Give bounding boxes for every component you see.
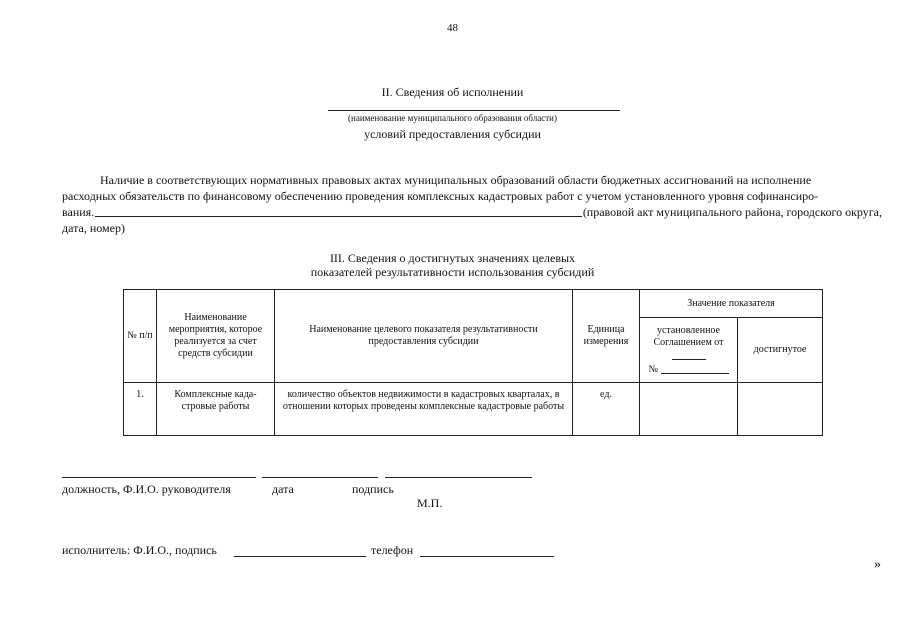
agreement-date-blank	[672, 359, 706, 360]
section-2-title: II. Сведения об исполнении	[381, 85, 524, 99]
page-number: 48	[447, 22, 458, 34]
municipality-name-line	[328, 110, 620, 111]
agreement-number-label: №	[648, 363, 659, 375]
sign-label: подпись	[352, 482, 394, 496]
phone-line	[420, 556, 554, 557]
municipality-caption: (наименование муниципального образования области)	[348, 113, 557, 123]
section-2-subtitle: условий предоставления субсидии	[364, 127, 541, 141]
header-established	[639, 317, 738, 383]
position-label: должность, Ф.И.О. руководителя	[62, 482, 231, 496]
header-established-text: установленное Соглашением от	[653, 324, 724, 348]
paragraph-line-3	[62, 204, 882, 220]
date-label: дата	[272, 482, 294, 496]
indicators-table	[123, 289, 823, 436]
position-signature-line	[62, 477, 256, 478]
header-value-group: Значение показателя	[639, 289, 823, 318]
row-1-established	[639, 382, 738, 436]
paragraph-line-3-start: вания.	[62, 205, 95, 219]
section-3-title-line-1: III. Сведения о достигнутых значениях целевых	[329, 251, 576, 265]
header-unit: Единица измерения	[572, 289, 640, 383]
paragraph-line-4: дата, номер)	[62, 221, 125, 235]
row-1-unit: ед.	[572, 382, 640, 436]
header-achieved: достигнутое	[737, 317, 823, 383]
section-3-title-line-2: показателей результативности использования субсидий	[310, 265, 595, 279]
row-1-achieved	[737, 382, 823, 436]
agreement-number-row	[649, 364, 729, 376]
paragraph-line-3-end: (правовой акт муниципального района, городского округа,	[582, 205, 882, 219]
phone-label: телефон	[371, 543, 414, 557]
header-event: Наименование мероприятия, которое реализуется за счет средств субсидии	[156, 289, 275, 383]
sign-signature-line	[385, 477, 532, 478]
closing-quote: »	[874, 557, 881, 572]
header-num: № п/п	[123, 289, 157, 383]
row-1-num: 1.	[123, 382, 157, 436]
paragraph-line-2: расходных обязательств по финансовому обеспечению проведения комплексных кадастровых работ с учетом установленного уровня софинансиро-	[62, 189, 819, 203]
legal-act-blank	[95, 216, 582, 217]
row-1-indicator: количество объектов недвижимости в кадастровых кварталах, в отношении которых проведены комплексные кадастровые работы	[274, 382, 573, 436]
header-indicator: Наименование целевого показателя результативности предоставления субсидии	[274, 289, 573, 383]
row-1-event: Комплексные када-стровые работы	[156, 382, 275, 436]
executor-line	[234, 556, 366, 557]
date-signature-line	[262, 477, 378, 478]
budget-paragraph	[62, 172, 882, 236]
agreement-number-blank	[661, 373, 728, 374]
stamp-label: М.П.	[417, 496, 443, 510]
executor-label: исполнитель: Ф.И.О., подпись	[62, 543, 217, 557]
paragraph-line-1: Наличие в соответствующих нормативных правовых актах муниципальных образований области бюджетных ассигнований на исполнение	[100, 173, 812, 187]
